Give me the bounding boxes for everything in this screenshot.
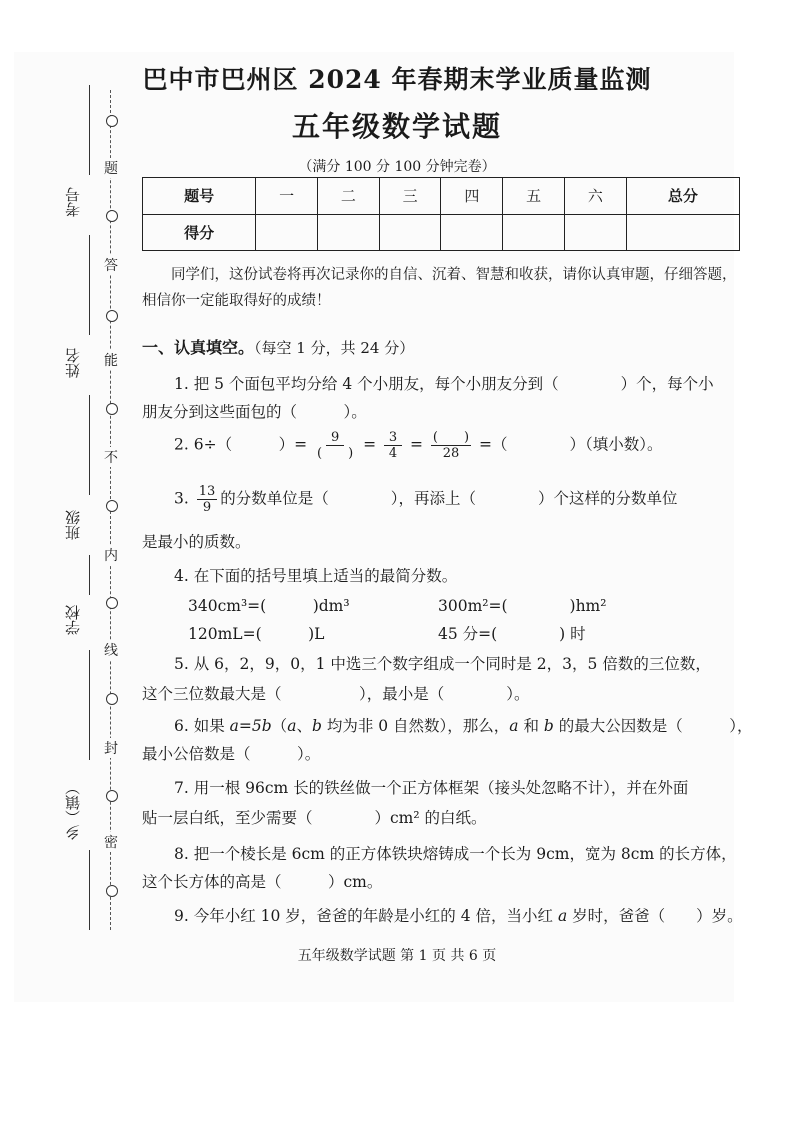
q4-item-d: 45 分=( ) 时 <box>438 625 586 643</box>
score-cell: 六 <box>565 178 627 215</box>
q2-fraction-1 <box>315 430 355 461</box>
section-heading <box>142 335 414 358</box>
score-table-score-row <box>143 214 740 251</box>
question-7-cont: 贴一层白纸，至少需要（ ）cm² 的白纸。 <box>142 809 487 827</box>
frac-numerator: ( ) <box>432 430 470 445</box>
q6-expr: a=5b <box>229 717 272 735</box>
question-1-cont: 朋友分到这些面包的（ ）。 <box>142 403 367 421</box>
binding-hole <box>106 597 118 609</box>
score-input-cell[interactable] <box>317 214 379 251</box>
score-cell: 三 <box>379 178 441 215</box>
q6-text: 、 <box>296 717 312 735</box>
binding-hole <box>106 210 118 222</box>
q2-text-end: =（ ）（填小数）。 <box>479 435 663 454</box>
question-7: 7. 用一根 96cm 长的铁丝做一个正方体框架（接头处忽略不计），并在外面 <box>174 779 689 797</box>
q6-var: a <box>287 717 297 735</box>
exam-title: 巴中市巴州区 2024 年春期末学业质量监测 <box>142 65 652 94</box>
question-5: 5. 从 6，2，9，0，1 中选三个数字组成一个同时是 2，3，5 倍数的三位数， <box>174 655 711 673</box>
q4-item-b: 300m²=( )hm² <box>438 597 607 615</box>
q6-text: 的最大公因数是（ ）， <box>553 717 753 735</box>
exam-info: （满分 100 分 100 分钟完卷） <box>298 159 496 175</box>
score-table-header-row <box>143 178 740 215</box>
q2-equals: = <box>409 435 423 454</box>
exam-subject-title: 五年级数学试题 <box>291 110 502 143</box>
question-6 <box>142 714 774 736</box>
section-title: 一、认真填空。 <box>142 338 255 357</box>
binding-hole <box>106 310 118 322</box>
town-label: 乡（镇） <box>64 780 82 840</box>
question-8-cont: 这个长方体的高是（ ）cm。 <box>142 873 383 891</box>
score-input-cell[interactable] <box>379 214 441 251</box>
binding-hole <box>106 403 118 415</box>
seal-char: 题 <box>102 158 120 178</box>
score-input-cell[interactable] <box>626 214 739 251</box>
seal-char: 密 <box>102 832 120 852</box>
name-label: 姓名 <box>64 348 82 378</box>
q6-text: （ <box>271 717 288 735</box>
class-underline[interactable] <box>89 395 90 495</box>
question-9 <box>142 904 774 926</box>
q4-item-c: 120mL=( )L <box>188 625 325 643</box>
seal-char: 不 <box>102 447 120 467</box>
intro-text: 同学们，这份试卷将再次记录你的自信、沉着、智慧和收获，请你认真审题，仔细答题，相信你一定能取得好的成绩！ <box>142 267 737 309</box>
score-cell: 四 <box>441 178 503 215</box>
seal-char: 答 <box>102 255 120 275</box>
score-cell: 二 <box>317 178 379 215</box>
binding-hole <box>106 500 118 512</box>
q9-text: 岁时，爸爸（ ）岁。 <box>567 907 743 925</box>
seal-char: 封 <box>102 738 120 758</box>
q3-text: 的分数单位是（ ），再添上（ ）个这样的分数单位 <box>220 489 678 508</box>
score-input-cell[interactable] <box>441 214 503 251</box>
score-table <box>142 177 740 251</box>
question-5-cont: 这个三位数最大是（ ），最小是（ ）。 <box>142 685 530 703</box>
q2-fraction-3 <box>431 430 471 461</box>
q6-var: a <box>509 717 519 735</box>
q6-text: 和 <box>518 717 544 735</box>
score-input-cell[interactable] <box>256 214 318 251</box>
q3-number: 3. <box>174 489 189 508</box>
page-footer: 五年级数学试题 第 1 页 共 6 页 <box>297 948 497 964</box>
seal-char: 能 <box>102 350 120 370</box>
score-input-cell[interactable] <box>565 214 627 251</box>
score-cell: 一 <box>256 178 318 215</box>
q2-fraction-2 <box>384 430 402 461</box>
q9-text: 9. 今年小红 10 岁，爸爸的年龄是小红的 4 倍，当小红 <box>174 907 558 925</box>
school-underline[interactable] <box>89 555 90 595</box>
question-3-cont: 是最小的质数。 <box>142 533 251 551</box>
q6-text: 均为非 0 自然数），那么， <box>321 717 510 735</box>
seal-char: 线 <box>102 640 120 660</box>
q2-text: 2. 6÷（ ）= <box>174 435 308 454</box>
q6-var: b <box>543 717 554 735</box>
seal-char: 内 <box>102 545 120 565</box>
frac-denominator: 4 <box>388 446 398 461</box>
question-6-cont: 最小公倍数是（ ）。 <box>142 745 321 763</box>
q3-fraction <box>197 484 218 515</box>
class-label: 班级 <box>64 510 82 540</box>
school-label: 学校 <box>64 605 82 635</box>
question-2 <box>142 430 774 461</box>
q6-text: 6. 如果 <box>174 717 230 735</box>
score-input-cell[interactable] <box>503 214 565 251</box>
question-1: 1. 把 5 个面包平均分给 4 个小朋友，每个小朋友分到（ ）个，每个小 <box>174 375 714 393</box>
exam-number-label: 考号 <box>64 187 82 217</box>
town-underline-2[interactable] <box>89 850 90 930</box>
frac-denominator: 28 <box>442 446 460 461</box>
score-cell: 总分 <box>626 178 739 215</box>
frac-numerator: 9 <box>326 430 344 446</box>
question-4: 4. 在下面的括号里填上适当的最简分数。 <box>174 567 458 585</box>
frac-denominator: ( ) <box>317 446 354 461</box>
name-underline[interactable] <box>89 235 90 335</box>
score-row-label: 得分 <box>143 214 256 251</box>
frac-denominator: 9 <box>202 500 212 515</box>
binding-hole <box>106 790 118 802</box>
section-note: （每空 1 分，共 24 分） <box>254 339 415 357</box>
q6-var: b <box>311 717 322 735</box>
question-3 <box>142 484 774 515</box>
score-cell: 五 <box>503 178 565 215</box>
frac-numerator: 13 <box>198 484 216 499</box>
binding-hole <box>106 885 118 897</box>
question-8: 8. 把一个棱长是 6cm 的正方体铁块熔铸成一个长为 9cm，宽为 8cm 的长方体， <box>174 845 737 863</box>
town-underline[interactable] <box>89 650 90 760</box>
q2-equals: = <box>363 435 377 454</box>
q4-item-a: 340cm³=( )dm³ <box>188 597 350 615</box>
score-cell: 题号 <box>143 178 256 215</box>
frac-numerator: 3 <box>384 430 402 446</box>
q9-var: a <box>557 907 568 925</box>
binding-hole <box>106 693 118 705</box>
